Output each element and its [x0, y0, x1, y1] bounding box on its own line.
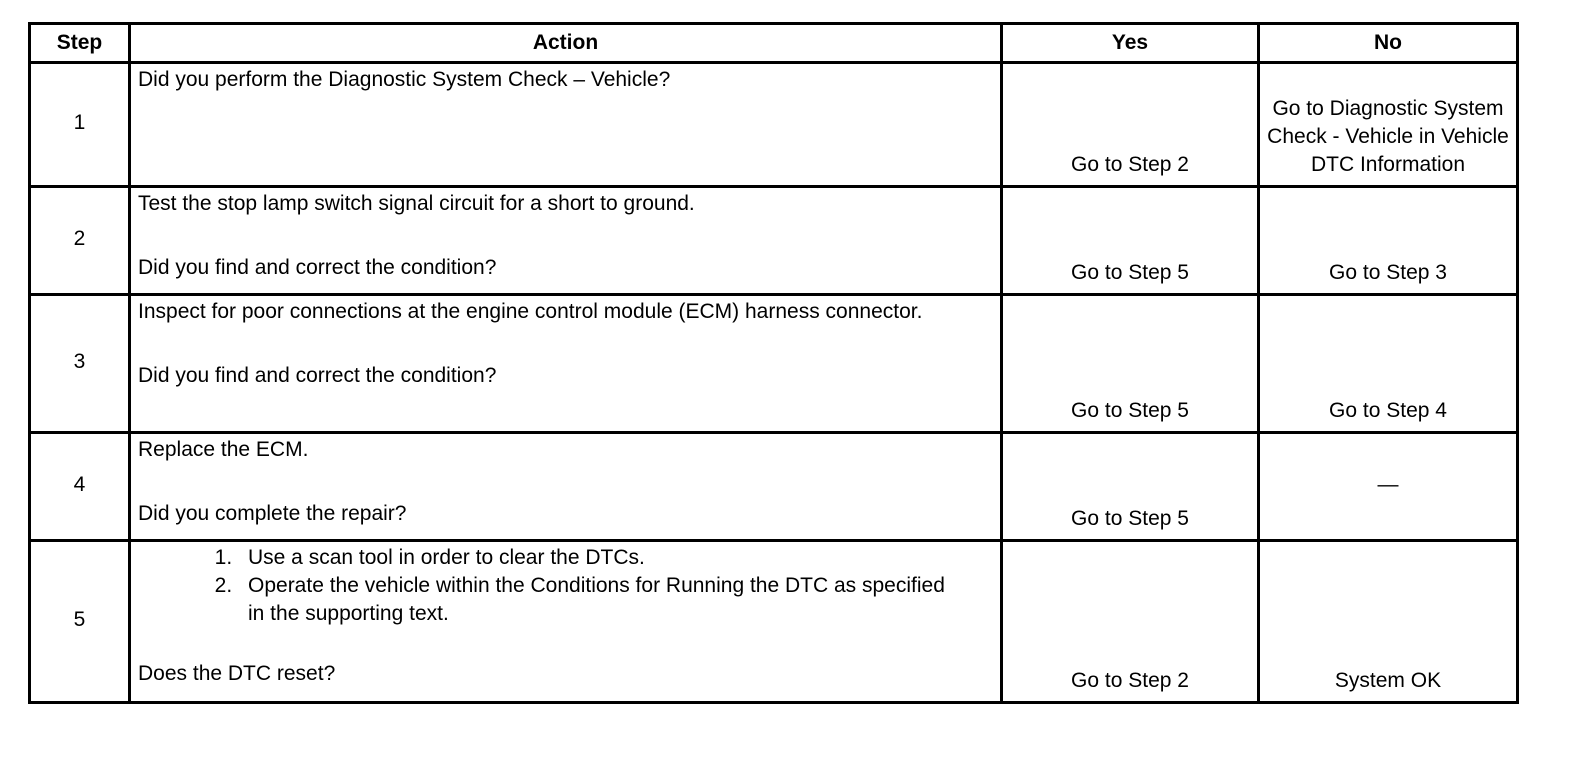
diagnostic-table: [28, 22, 1519, 704]
action-cell: [130, 295, 1002, 433]
spacer: [138, 628, 993, 660]
action-question: Does the DTC reset?: [138, 662, 336, 685]
table-row-step-2: [30, 187, 1518, 295]
action-text: Did you perform the Diagnostic System Check – Vehicle?: [138, 68, 671, 91]
action-text: Replace the ECM.: [138, 438, 309, 461]
list-item: 1. Use a scan tool in order to clear the DTCs.: [238, 544, 993, 572]
yes-cell: Go to Step 2: [1002, 541, 1259, 703]
action-cell: [130, 433, 1002, 541]
yes-cell: Go to Step 5: [1002, 433, 1259, 541]
action-question: Did you find and correct the condition?: [138, 364, 497, 387]
header-row: [30, 24, 1518, 63]
step-number: 3: [30, 295, 130, 433]
action-question: Did you find and correct the condition?: [138, 256, 497, 279]
spacer: [138, 326, 993, 362]
step-number: 5: [30, 541, 130, 703]
table-row-step-3: [30, 295, 1518, 433]
step-number: 1: [30, 63, 130, 187]
no-cell: Go to Step 4: [1259, 295, 1518, 433]
yes-cell: Go to Step 5: [1002, 295, 1259, 433]
action-cell: [130, 63, 1002, 187]
header-step: Step: [30, 24, 130, 63]
no-cell: System OK: [1259, 541, 1518, 703]
header-no: No: [1259, 24, 1518, 63]
spacer: [138, 464, 993, 500]
action-text: Inspect for poor connections at the engine control module (ECM) harness connector.: [138, 300, 923, 323]
yes-cell: Go to Step 5: [1002, 187, 1259, 295]
header-yes: Yes: [1002, 24, 1259, 63]
action-list: [138, 544, 993, 628]
table-row-step-5: [30, 541, 1518, 703]
step-number: 4: [30, 433, 130, 541]
spacer: [138, 218, 993, 254]
no-cell: Go to Diagnostic System Check - Vehicle in Vehicle DTC Information: [1259, 63, 1518, 187]
action-cell: [130, 187, 1002, 295]
header-action: Action: [130, 24, 1002, 63]
yes-cell: Go to Step 2: [1002, 63, 1259, 187]
list-item: 2. Operate the vehicle within the Conditions for Running the DTC as specified in the supporting text.: [238, 572, 948, 628]
no-cell: Go to Step 3: [1259, 187, 1518, 295]
action-text: Test the stop lamp switch signal circuit for a short to ground.: [138, 192, 695, 215]
action-cell: [130, 541, 1002, 703]
table-row-step-4: [30, 433, 1518, 541]
no-cell: —: [1259, 433, 1518, 541]
action-question: Did you complete the repair?: [138, 502, 407, 525]
step-number: 2: [30, 187, 130, 295]
table-row-step-1: [30, 63, 1518, 187]
